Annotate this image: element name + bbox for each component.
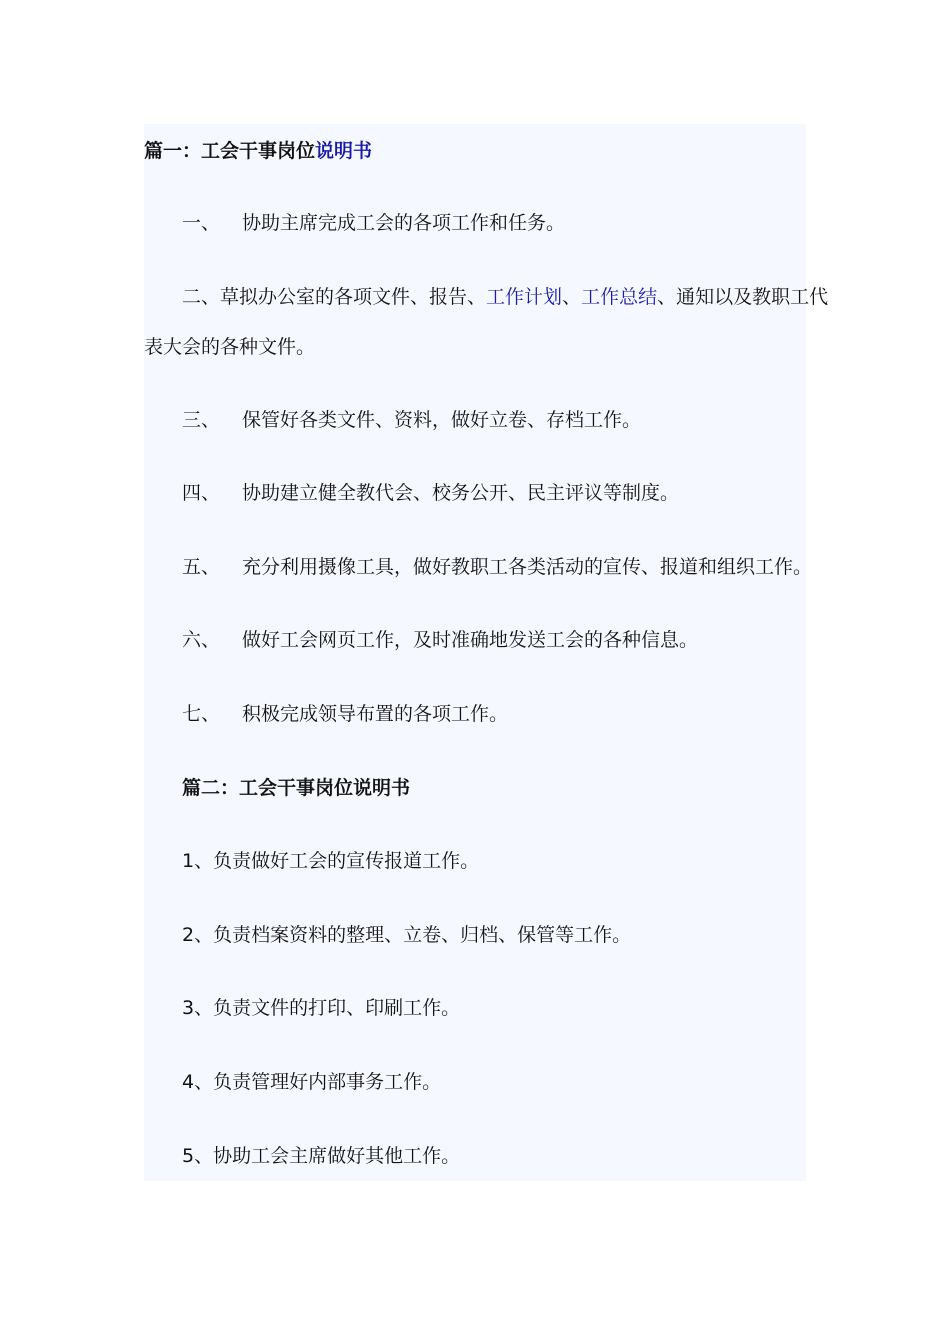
document-body — [144, 124, 829, 1181]
work-summary-link[interactable]: 工作总结 — [581, 286, 658, 308]
section1-title-link[interactable]: 说明书 — [315, 140, 373, 162]
separator: 、 — [562, 286, 582, 308]
section1-title — [144, 138, 372, 164]
section1-item-2-continuation: 表大会的各种文件。 — [144, 336, 316, 358]
item-text-after: 、通知以及教职工代 — [657, 286, 829, 308]
work-plan-link[interactable]: 工作计划 — [486, 286, 563, 308]
item-text: 协助建立健全教代会、校务公开、民主评议等制度。 — [242, 482, 680, 504]
item-number: 七、 — [182, 703, 221, 725]
section1-item-3 — [182, 407, 641, 433]
section1-item-7 — [182, 701, 508, 727]
item-text: 积极完成领导布置的各项工作。 — [242, 703, 509, 725]
section1-item-2 — [182, 284, 828, 310]
item-text: 协助主席完成工会的各项工作和任务。 — [242, 212, 566, 234]
section1-item-6 — [182, 627, 698, 653]
item-number: 二、 — [182, 286, 221, 308]
section2-item-4: 4、负责管理好内部事务工作。 — [182, 1071, 442, 1093]
section1-item-4 — [182, 480, 679, 506]
section2-title: 篇二：工会干事岗位说明书 — [182, 777, 411, 799]
section2-item-5: 5、协助工会主席做好其他工作。 — [182, 1145, 461, 1167]
section1-item-5 — [182, 554, 812, 580]
section1-title-text: 篇一：工会干事岗位 — [144, 140, 316, 162]
item-number: 六、 — [182, 629, 221, 651]
section2-item-3: 3、负责文件的打印、印刷工作。 — [182, 997, 461, 1019]
item-number: 三、 — [182, 409, 221, 431]
item-number: 五、 — [182, 556, 221, 578]
item-text: 做好工会网页工作，及时准确地发送工会的各种信息。 — [242, 629, 699, 651]
section2-item-1: 1、负责做好工会的宣传报道工作。 — [182, 850, 480, 872]
item-text: 草拟办公室的各项文件、报告、 — [220, 286, 487, 308]
item-number: 一、 — [182, 212, 221, 234]
section1-item-1 — [182, 210, 565, 236]
item-number: 四、 — [182, 482, 221, 504]
section2-item-2: 2、负责档案资料的整理、立卷、归档、保管等工作。 — [182, 924, 632, 946]
item-text: 充分利用摄像工具，做好教职工各类活动的宣传、报道和组织工作。 — [242, 556, 813, 578]
item-text: 保管好各类文件、资料，做好立卷、存档工作。 — [242, 409, 642, 431]
